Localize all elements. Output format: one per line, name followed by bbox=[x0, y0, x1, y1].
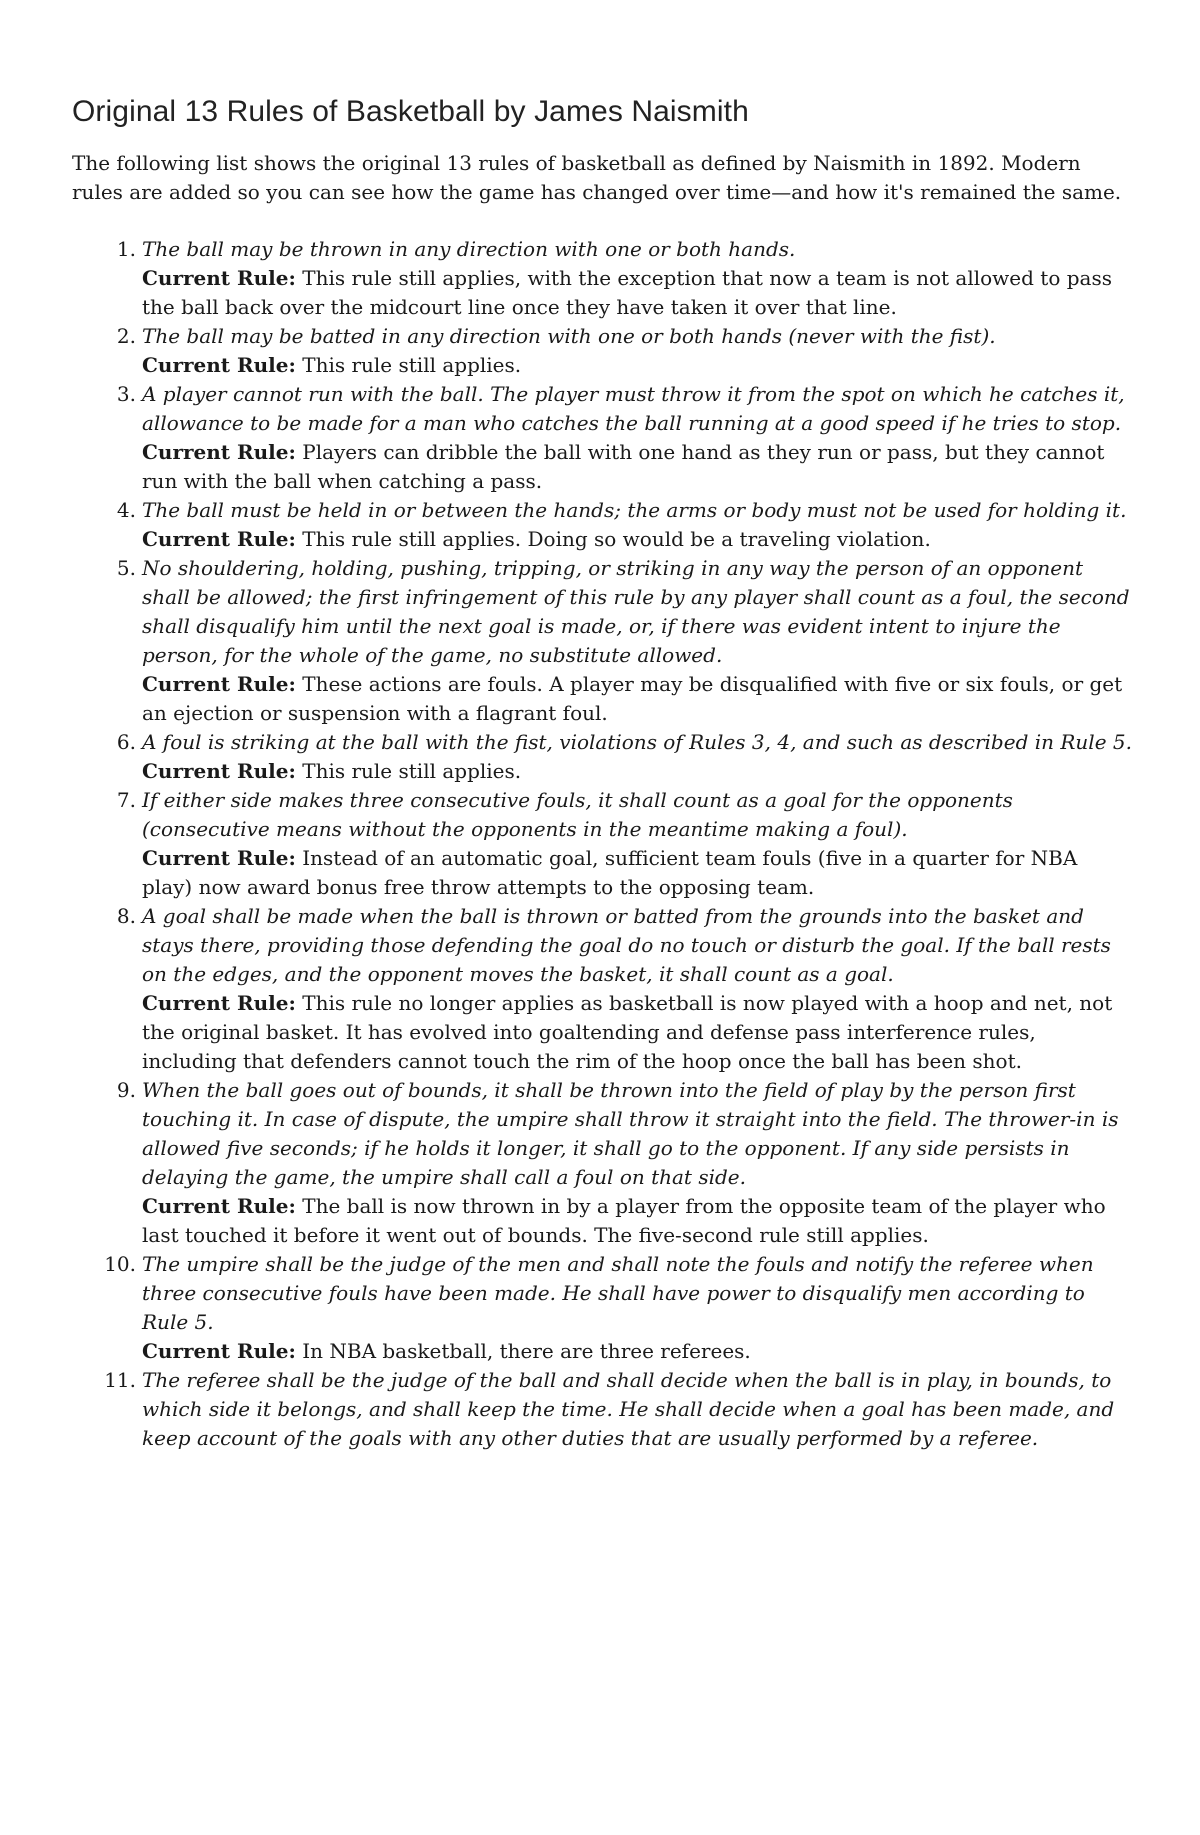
rule-number: 7. bbox=[116, 788, 136, 812]
rule-original-text: A foul is striking at the ball with the fist, violations of Rules 3, 4, and such as described in Rule 5. bbox=[142, 730, 1132, 754]
rule-item bbox=[72, 1076, 1132, 1250]
rule-original-text: When the ball goes out of bounds, it shall be thrown into the field of play by the person first touching it. In case of dispute, the umpire shall throw it straight into the field. The thrower-in is allowed five seconds; if he holds it longer, it shall go to the opponent. If any side persists in delaying the game, the umpire shall call a foul on that side. bbox=[142, 1078, 1119, 1189]
current-rule bbox=[142, 989, 1132, 1076]
current-rule-label: Current Rule: bbox=[142, 527, 296, 551]
page-title: Original 13 Rules of Basketball by James Naismith bbox=[72, 95, 749, 128]
current-rule bbox=[142, 757, 1132, 786]
rule-item bbox=[72, 1366, 1132, 1453]
rule-number: 10. bbox=[104, 1252, 136, 1276]
current-rule-label: Current Rule: bbox=[142, 353, 296, 377]
current-rule-label: Current Rule: bbox=[142, 266, 296, 290]
current-rule-text: This rule still applies. Doing so would be a traveling violation. bbox=[302, 527, 931, 551]
current-rule bbox=[142, 264, 1132, 322]
rule-original-text: The referee shall be the judge of the ball and shall decide when the ball is in play, in bounds, to which side it belongs, and shall keep the time. He shall decide when a goal has been made, and keep account of the goals with any other duties that are usually performed by a referee. bbox=[142, 1368, 1115, 1450]
rule-number: 11. bbox=[104, 1368, 136, 1392]
rule-number: 1. bbox=[116, 237, 136, 261]
current-rule-label: Current Rule: bbox=[142, 846, 296, 870]
rule-number: 9. bbox=[116, 1078, 136, 1102]
rule-item bbox=[72, 235, 1132, 322]
rule-item bbox=[72, 786, 1132, 902]
current-rule-label: Current Rule: bbox=[142, 440, 296, 464]
current-rule-label: Current Rule: bbox=[142, 759, 296, 783]
rule-original-text: If either side makes three consecutive fouls, it shall count as a goal for the opponents (consecutive means without the opponents in the meantime making a foul). bbox=[142, 788, 1013, 841]
current-rule-text: Players can dribble the ball with one hand as they run or pass, but they cannot run with the ball when catching a pass. bbox=[142, 440, 1105, 493]
current-rule-text: These actions are fouls. A player may be disqualified with five or six fouls, or get an ejection or suspension with a flagrant foul. bbox=[142, 672, 1123, 725]
rule-item bbox=[72, 322, 1132, 380]
rule-number: 2. bbox=[116, 324, 136, 348]
rule-item bbox=[72, 380, 1132, 496]
current-rule bbox=[142, 1192, 1132, 1250]
current-rule-label: Current Rule: bbox=[142, 672, 296, 696]
current-rule bbox=[142, 1337, 1132, 1366]
rule-number: 6. bbox=[116, 730, 136, 754]
rule-original-text: A goal shall be made when the ball is thrown or batted from the grounds into the basket and stays there, providing those defending the goal do no touch or disturb the goal. If the ball rests on the edges, and the opponent moves the basket, it shall count as a goal. bbox=[142, 904, 1111, 986]
rule-item bbox=[72, 902, 1132, 1076]
rule-number: 8. bbox=[116, 904, 136, 928]
rule-original-text: The ball must be held in or between the hands; the arms or body must not be used for holding it. bbox=[142, 498, 1127, 522]
rule-item bbox=[72, 554, 1132, 728]
current-rule-text: This rule still applies. bbox=[302, 353, 522, 377]
current-rule-text: This rule still applies. bbox=[302, 759, 522, 783]
current-rule-label: Current Rule: bbox=[142, 1194, 296, 1218]
rules-list bbox=[72, 235, 1132, 1453]
current-rule-label: Current Rule: bbox=[142, 991, 296, 1015]
current-rule-text: This rule still applies, with the exception that now a team is not allowed to pass the ball back over the midcourt line once they have taken it over that line. bbox=[142, 266, 1112, 319]
current-rule-text: This rule no longer applies as basketball is now played with a hoop and net, not the original basket. It has evolved into goaltending and defense pass interference rules, including that defenders cannot touch the rim of the hoop once the ball has been shot. bbox=[142, 991, 1113, 1073]
rule-original-text: A player cannot run with the ball. The player must throw it from the spot on which he catches it, allowance to be made for a man who catches the ball running at a good speed if he tries to stop. bbox=[142, 382, 1125, 435]
rule-original-text: The umpire shall be the judge of the men and shall note the fouls and notify the referee when three consecutive fouls have been made. He shall have power to disqualify men according to Rule 5. bbox=[142, 1252, 1094, 1334]
rule-number: 5. bbox=[116, 556, 136, 580]
current-rule bbox=[142, 438, 1132, 496]
document-page bbox=[72, 95, 1132, 1453]
current-rule-text: Instead of an automatic goal, sufficient team fouls (five in a quarter for NBA play) now award bonus free throw attempts to the opposing team. bbox=[142, 846, 1078, 899]
rule-number: 4. bbox=[116, 498, 136, 522]
current-rule bbox=[142, 844, 1132, 902]
current-rule-label: Current Rule: bbox=[142, 1339, 296, 1363]
rule-item bbox=[72, 728, 1132, 786]
rule-item bbox=[72, 496, 1132, 554]
current-rule-text: The ball is now thrown in by a player from the opposite team of the player who last touched it before it went out of bounds. The five-second rule still applies. bbox=[142, 1194, 1106, 1247]
rule-number: 3. bbox=[116, 382, 136, 406]
rule-original-text: The ball may be batted in any direction with one or both hands (never with the fist). bbox=[142, 324, 996, 348]
rule-item bbox=[72, 1250, 1132, 1366]
current-rule bbox=[142, 525, 1132, 554]
rule-original-text: The ball may be thrown in any direction with one or both hands. bbox=[142, 237, 796, 261]
current-rule-text: In NBA basketball, there are three referees. bbox=[302, 1339, 751, 1363]
rule-original-text: No shouldering, holding, pushing, tripping, or striking in any way the person of an opponent shall be allowed; the first infringement of this rule by any player shall count as a foul, the second shall disqualify him until the next goal is made, or, if there was evident intent to injure the person, for the whole of the game, no substitute allowed. bbox=[142, 556, 1130, 667]
intro-paragraph: The following list shows the original 13 rules of basketball as defined by Naismith in 1892. Modern rules are added so you can see how the game has changed over time—and how it's remained the same. bbox=[72, 151, 1122, 204]
current-rule bbox=[142, 351, 1132, 380]
current-rule bbox=[142, 670, 1132, 728]
